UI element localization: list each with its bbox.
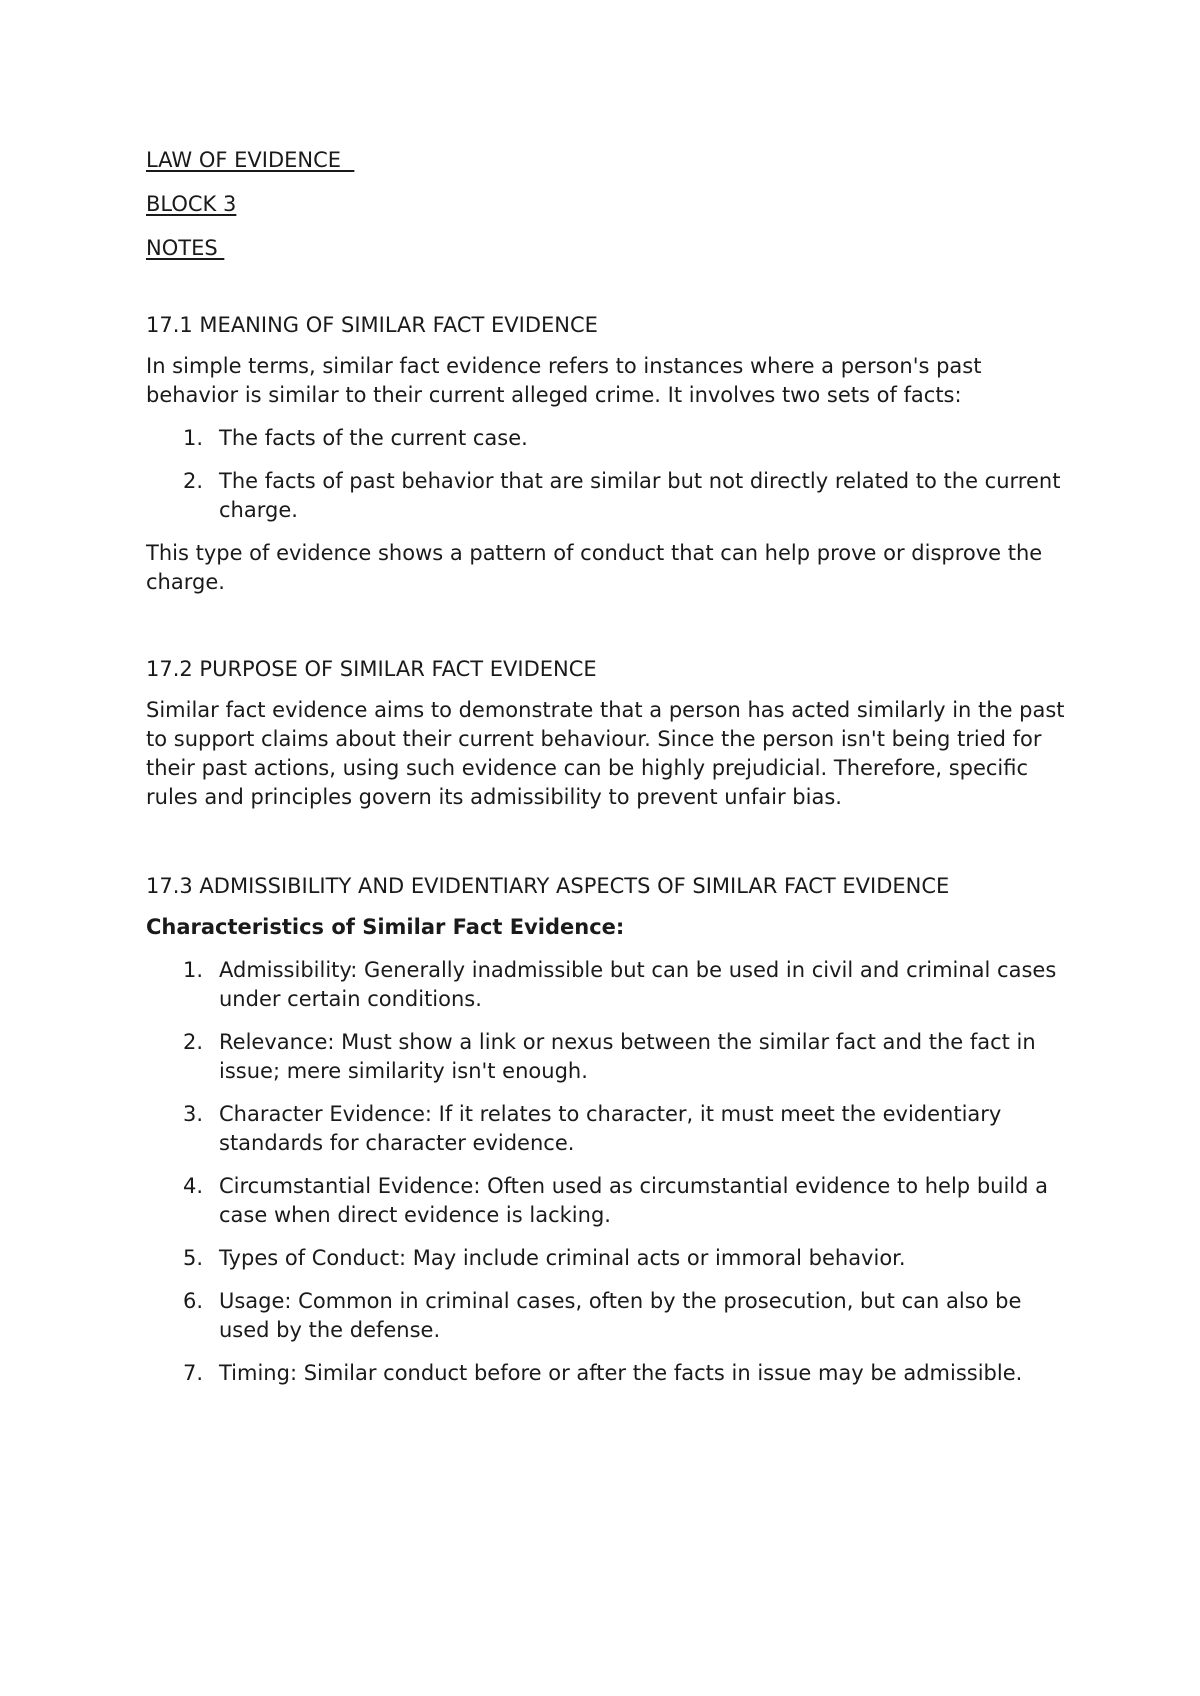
section-purpose: [146, 655, 1066, 812]
list-text: Character Evidence: If it relates to character, it must meet the evidentiary standards for character evidence.: [219, 1102, 1002, 1155]
list-text: The facts of past behavior that are similar but not directly related to the current charge.: [219, 469, 1061, 522]
section-heading-meaning: 17.1 MEANING OF SIMILAR FACT EVIDENCE: [146, 313, 598, 337]
meaning-list: [146, 424, 1066, 525]
list-item: [146, 956, 1066, 1014]
notes-label: NOTES: [146, 236, 225, 260]
list-item: [146, 424, 1066, 453]
list-number: 7.: [183, 1361, 204, 1385]
list-item: [146, 1359, 1066, 1388]
meaning-outro: This type of evidence shows a pattern of conduct that can help prove or disprove the charge.: [146, 541, 1043, 594]
list-text: Usage: Common in criminal cases, often by the prosecution, but can also be used by the defense.: [219, 1289, 1022, 1342]
list-number: 3.: [183, 1102, 204, 1126]
section-heading-purpose: 17.2 PURPOSE OF SIMILAR FACT EVIDENCE: [146, 657, 597, 681]
block-label: BLOCK 3: [146, 192, 237, 216]
list-text: Relevance: Must show a link or nexus between the similar fact and the fact in issue; mere similarity isn't enough.: [219, 1030, 1036, 1083]
list-number: 5.: [183, 1246, 204, 1270]
purpose-body: Similar fact evidence aims to demonstrate that a person has acted similarly in the past to support claims about their current behaviour. Since the person isn't being tried for their past actions, using such evidence can be highly prejudicial. Therefore, specific rules and principles govern its admissibility to prevent unfair bias.: [146, 698, 1065, 809]
list-number: 6.: [183, 1289, 204, 1313]
characteristics-list: [146, 956, 1066, 1388]
list-item: [146, 1244, 1066, 1273]
section-heading-admissibility: 17.3 ADMISSIBILITY AND EVIDENTIARY ASPECTS OF SIMILAR FACT EVIDENCE: [146, 874, 950, 898]
list-text: Timing: Similar conduct before or after the facts in issue may be admissible.: [219, 1361, 1023, 1385]
list-number: 1.: [183, 958, 204, 982]
document-page: [146, 146, 1066, 1402]
list-text: The facts of the current case.: [219, 426, 528, 450]
list-item: [146, 1287, 1066, 1345]
section-meaning: [146, 311, 1066, 597]
list-number: 4.: [183, 1174, 204, 1198]
list-number: 2.: [183, 1030, 204, 1054]
list-text: Types of Conduct: May include criminal acts or immoral behavior.: [219, 1246, 906, 1270]
list-item: [146, 467, 1066, 525]
characteristics-subheading: Characteristics of Similar Fact Evidence:: [146, 915, 625, 939]
list-item: [146, 1100, 1066, 1158]
list-number: 1.: [183, 426, 204, 450]
list-number: 2.: [183, 469, 204, 493]
meaning-intro: In simple terms, similar fact evidence refers to instances where a person's past behavior is similar to their current alleged crime. It involves two sets of facts:: [146, 354, 982, 407]
list-text: Circumstantial Evidence: Often used as circumstantial evidence to help build a case when direct evidence is lacking.: [219, 1174, 1048, 1227]
list-item: [146, 1028, 1066, 1086]
section-admissibility: [146, 872, 1066, 1388]
document-title: LAW OF EVIDENCE: [146, 148, 355, 172]
list-text: Admissibility: Generally inadmissible but can be used in civil and criminal cases under certain conditions.: [219, 958, 1057, 1011]
list-item: [146, 1172, 1066, 1230]
